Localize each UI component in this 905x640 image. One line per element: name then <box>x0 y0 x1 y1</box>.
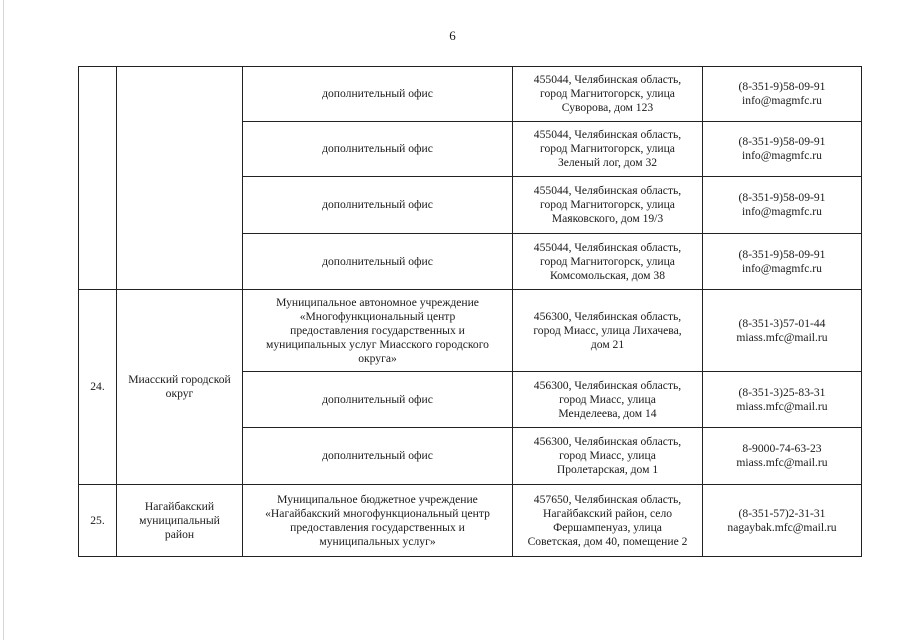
organization-cell: дополнительный офис <box>243 177 513 234</box>
table-row <box>79 485 862 557</box>
row-number-cell: 24. <box>79 290 117 485</box>
contacts-cell: (8-351-9)58-09-91 info@magmfc.ru <box>703 177 862 234</box>
organization-cell: дополнительный офис <box>243 122 513 177</box>
district-cell <box>117 67 243 290</box>
address-cell: 456300, Челябинская область, город Миасс, улица Менделеева, дом 14 <box>513 372 703 428</box>
district-cell: Нагайбакский муниципальный район <box>117 485 243 557</box>
address-cell: 457650, Челябинская область, Нагайбакский район, село Фершампенуаз, улица Советская, дом 40, помещение 2 <box>513 485 703 557</box>
organization-cell: дополнительный офис <box>243 372 513 428</box>
organization-cell: Муниципальное автономное учреждение «Многофункциональный центр предоставления государственных и муниципальных услуг Миасского городского округа» <box>243 290 513 372</box>
table-row <box>79 67 862 122</box>
address-cell: 455044, Челябинская область, город Магнитогорск, улица Маяковского, дом 19/3 <box>513 177 703 234</box>
organization-cell: дополнительный офис <box>243 67 513 122</box>
contacts-cell: (8-351-9)58-09-91 info@magmfc.ru <box>703 234 862 290</box>
contacts-cell: (8-351-9)58-09-91 info@magmfc.ru <box>703 122 862 177</box>
address-cell: 455044, Челябинская область, город Магнитогорск, улица Зеленый лог, дом 32 <box>513 122 703 177</box>
row-number-cell <box>79 67 117 290</box>
address-cell: 456300, Челябинская область, город Миасс, улица Пролетарская, дом 1 <box>513 428 703 485</box>
contacts-cell: (8-351-57)2-31-31 nagaybak.mfc@mail.ru <box>703 485 862 557</box>
mfc-registry-table <box>78 66 862 557</box>
contacts-cell: (8-351-3)57-01-44 miass.mfc@mail.ru <box>703 290 862 372</box>
address-cell: 456300, Челябинская область, город Миасс, улица Лихачева, дом 21 <box>513 290 703 372</box>
district-cell: Миасский городской округ <box>117 290 243 485</box>
organization-cell: дополнительный офис <box>243 234 513 290</box>
organization-cell: дополнительный офис <box>243 428 513 485</box>
row-number-cell: 25. <box>79 485 117 557</box>
table-row <box>79 290 862 372</box>
contacts-cell: (8-351-9)58-09-91 info@magmfc.ru <box>703 67 862 122</box>
address-cell: 455044, Челябинская область, город Магнитогорск, улица Суворова, дом 123 <box>513 67 703 122</box>
address-cell: 455044, Челябинская область, город Магнитогорск, улица Комсомольская, дом 38 <box>513 234 703 290</box>
page-number: 6 <box>449 28 456 43</box>
contacts-cell: (8-351-3)25-83-31 miass.mfc@mail.ru <box>703 372 862 428</box>
contacts-cell: 8-9000-74-63-23 miass.mfc@mail.ru <box>703 428 862 485</box>
organization-cell: Муниципальное бюджетное учреждение «Нагайбакский многофункциональный центр предоставления государственных и муниципальных услуг» <box>243 485 513 557</box>
scan-edge-line <box>3 0 4 640</box>
